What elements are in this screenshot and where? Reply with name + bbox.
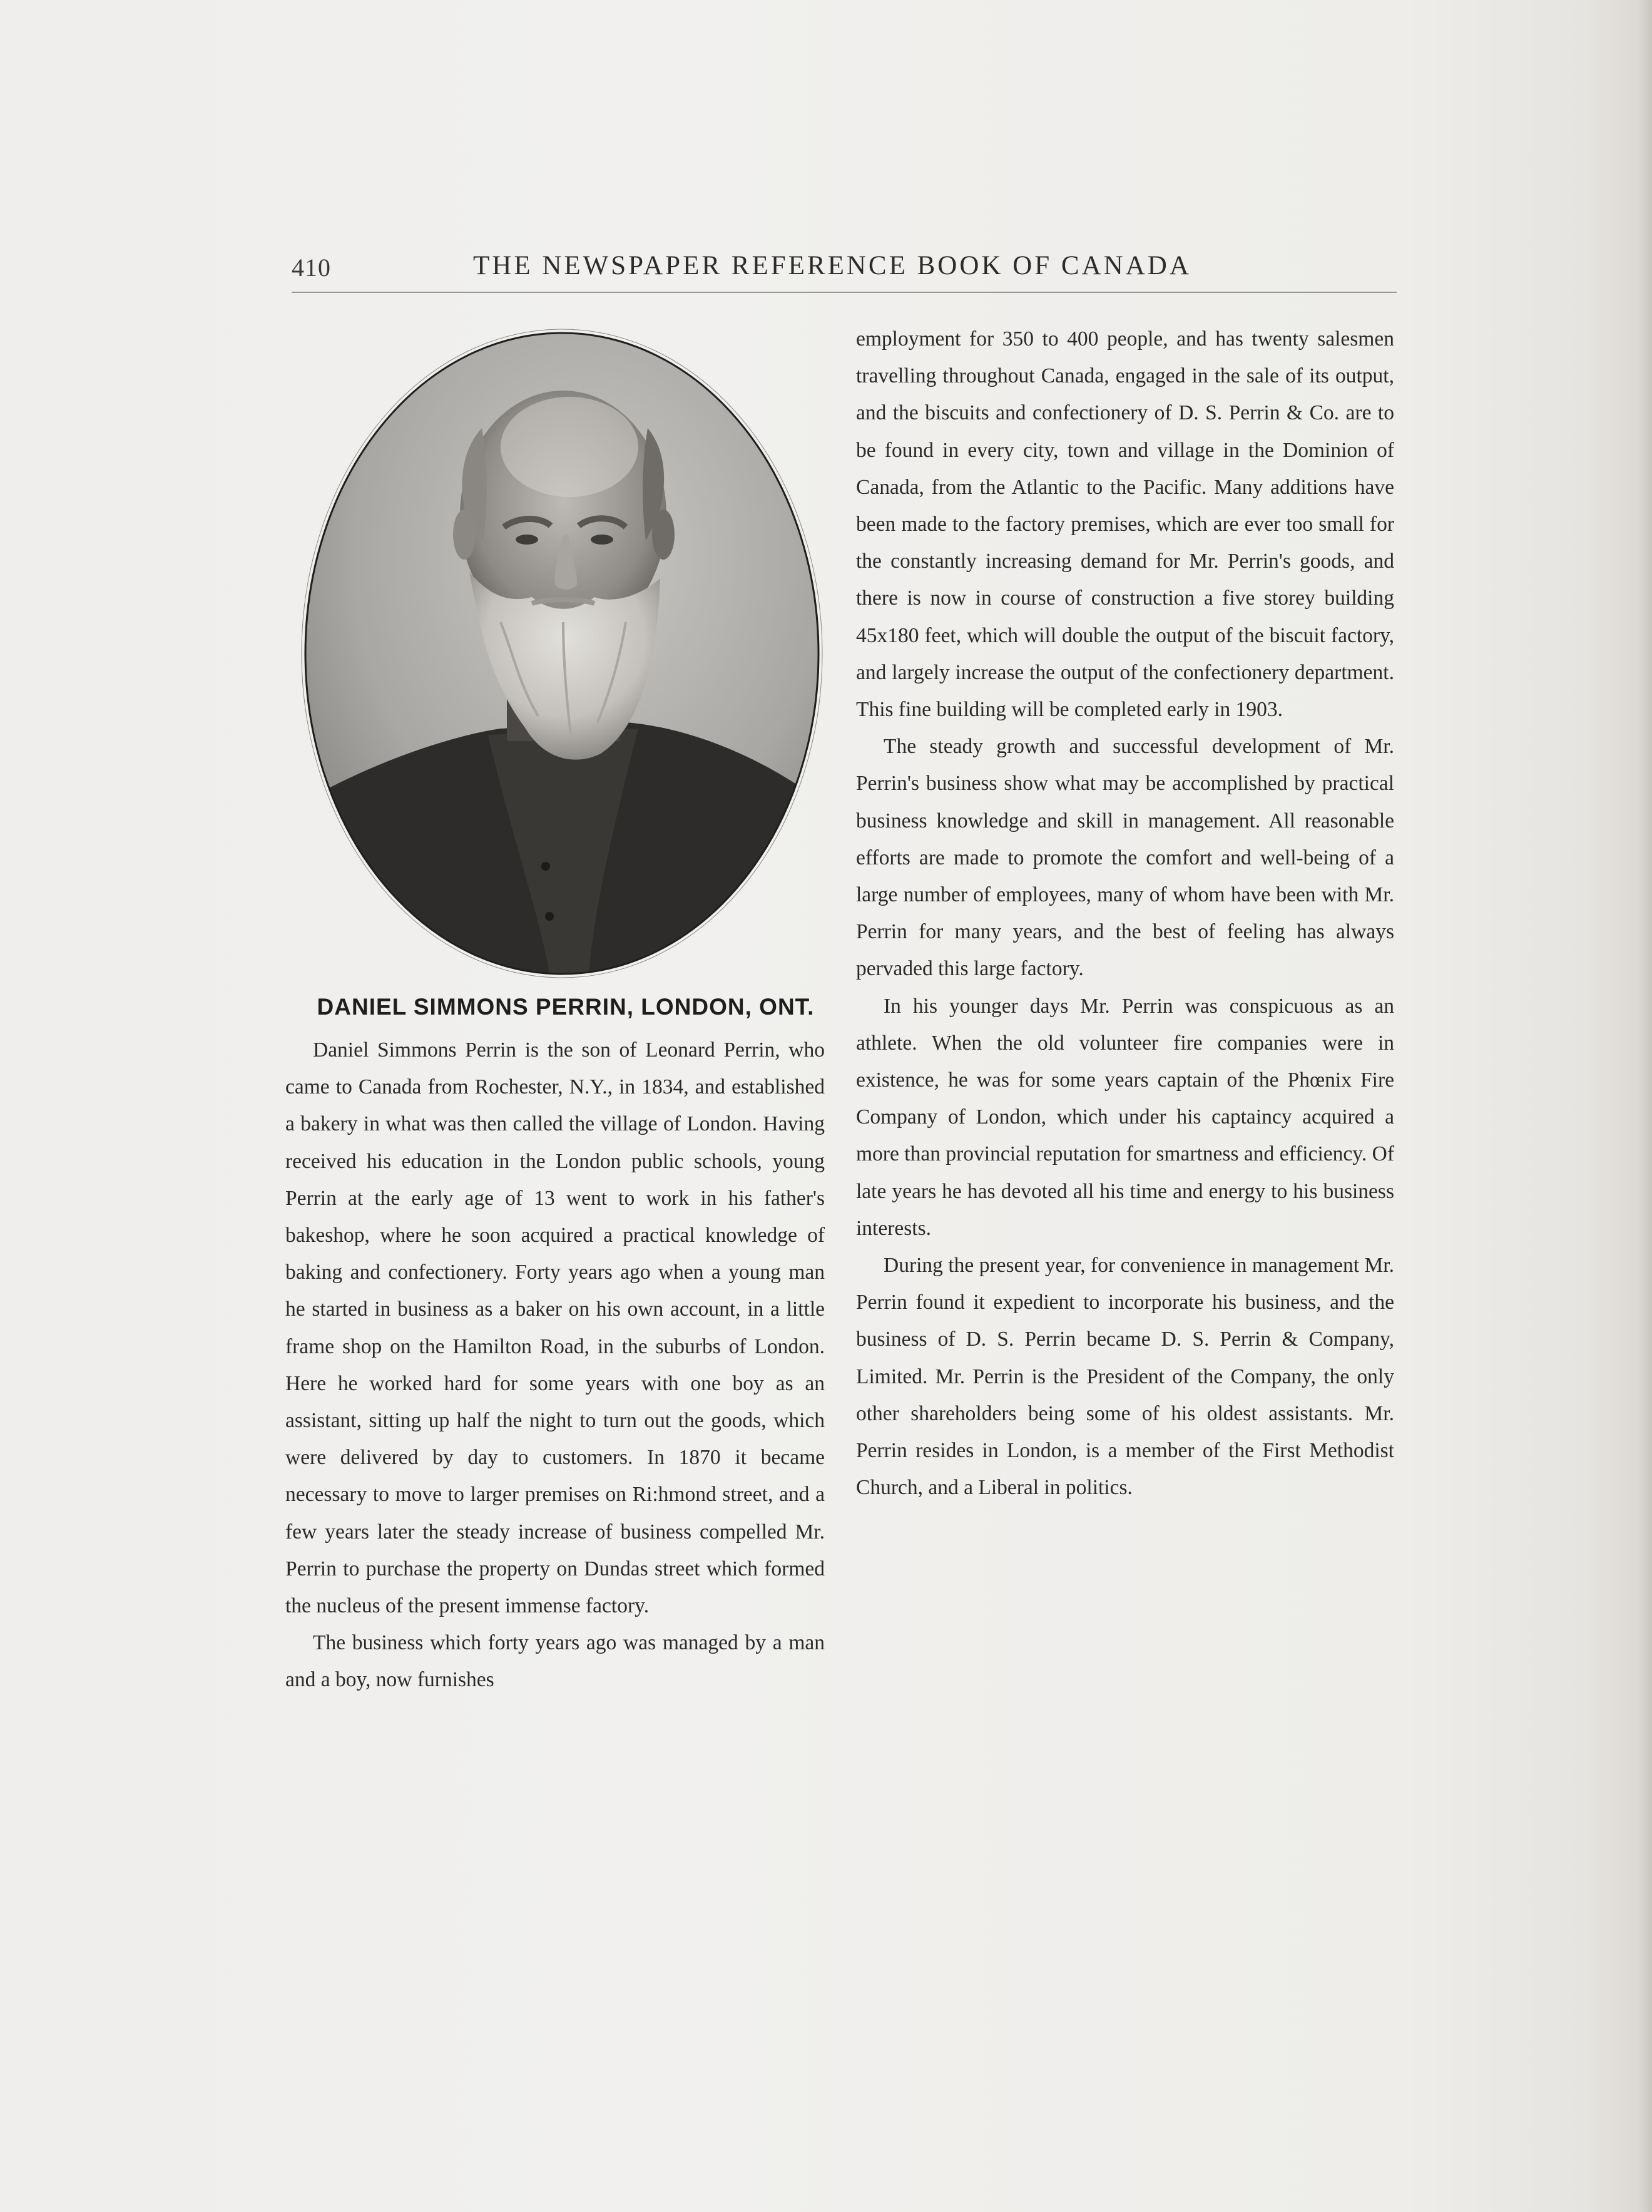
header-rule [292,292,1397,293]
portrait-bearded-man-icon [300,328,823,979]
right-paragraph-4: During the present year, for convenience in management Mr. Perrin found it expedient to incorporate his business, and the business of D. S. Perrin became D. S. Perrin & Company, Limited. Mr. Perrin is the President of the Company, the only other shareholders being some of his oldest assistants. Mr. Perrin resides in London, is a member of the First Methodist Church, and a Liberal in politics. [856,1254,1394,1500]
right-column [856,320,1394,1507]
running-head [292,250,1397,290]
running-title: THE NEWSPAPER REFERENCE BOOK OF CANADA [473,251,1191,280]
right-paragraph-2: The steady growth and successful development of Mr. Perrin's business show what may be accomplished by practical business knowledge and skill in management. All reasonable efforts are made to promote the comfort and well-being of a large number of employees, many of whom have been with Mr. Perrin for many years, and the best of feeling has always pervaded this large factory. [856,735,1394,981]
portrait-caption: DANIEL SIMMONS PERRIN, LONDON, ONT. [317,994,815,1020]
right-paragraph-3: In his younger days Mr. Perrin was conspicuous as an athlete. When the old volunteer fire companies were in existence, he was for some years captain of the Phœnix Fire Company of London, which under his captaincy acquired a more than provincial reputation for smartness and efficiency. Of late years he has devoted all his time and energy to his business interests. [856,994,1394,1240]
left-column [285,1032,825,1699]
portrait-photo [300,328,823,979]
right-paragraph-1: employment for 350 to 400 people, and has twenty salesmen travelling throughout Canada, engaged in the sale of its output, and the biscuits and confectionery of D. S. Perrin & Co. are to be found in every city, town and village in the Dominion of Canada, from the Atlantic to the Pacific. Many additions have been made to the factory premises, which are ever too small for the constantly increasing demand for Mr. Perrin's goods, and there is now in course of construction a five storey building 45x180 feet, which will double the output of the biscuit factory, and largely increase the output of the confectionery department. This fine building will be completed early in 1903. [856,327,1394,722]
left-paragraph-1: Daniel Simmons Perrin is the son of Leonard Perrin, who came to Canada from Rochester, N.Y., in 1834, and established a bakery in what was then called the village of London. Having received his education in the London public schools, young Perrin at the early age of 13 went to work in his father's bakeshop, where he soon acquired a practical knowledge of baking and confectionery. Forty years ago when a young man he started in business as a baker on his own account, in a little frame shop on the Hamilton Road, in the suburbs of London. Here he worked hard for some years with one boy as an assistant, sitting up half the night to turn out the goods, which were delivered by day to customers. In 1870 it became necessary to move to larger premises on Ri:hmond street, and a few years later the steady increase of business compelled Mr. Perrin to purchase the property on Dundas street which formed the nucleus of the present immense factory. [285,1038,825,1618]
left-paragraph-2: The business which forty years ago was managed by a man and a boy, now furnishes [285,1631,825,1692]
page-edge [1638,0,1652,2212]
page-number: 410 [292,253,331,282]
